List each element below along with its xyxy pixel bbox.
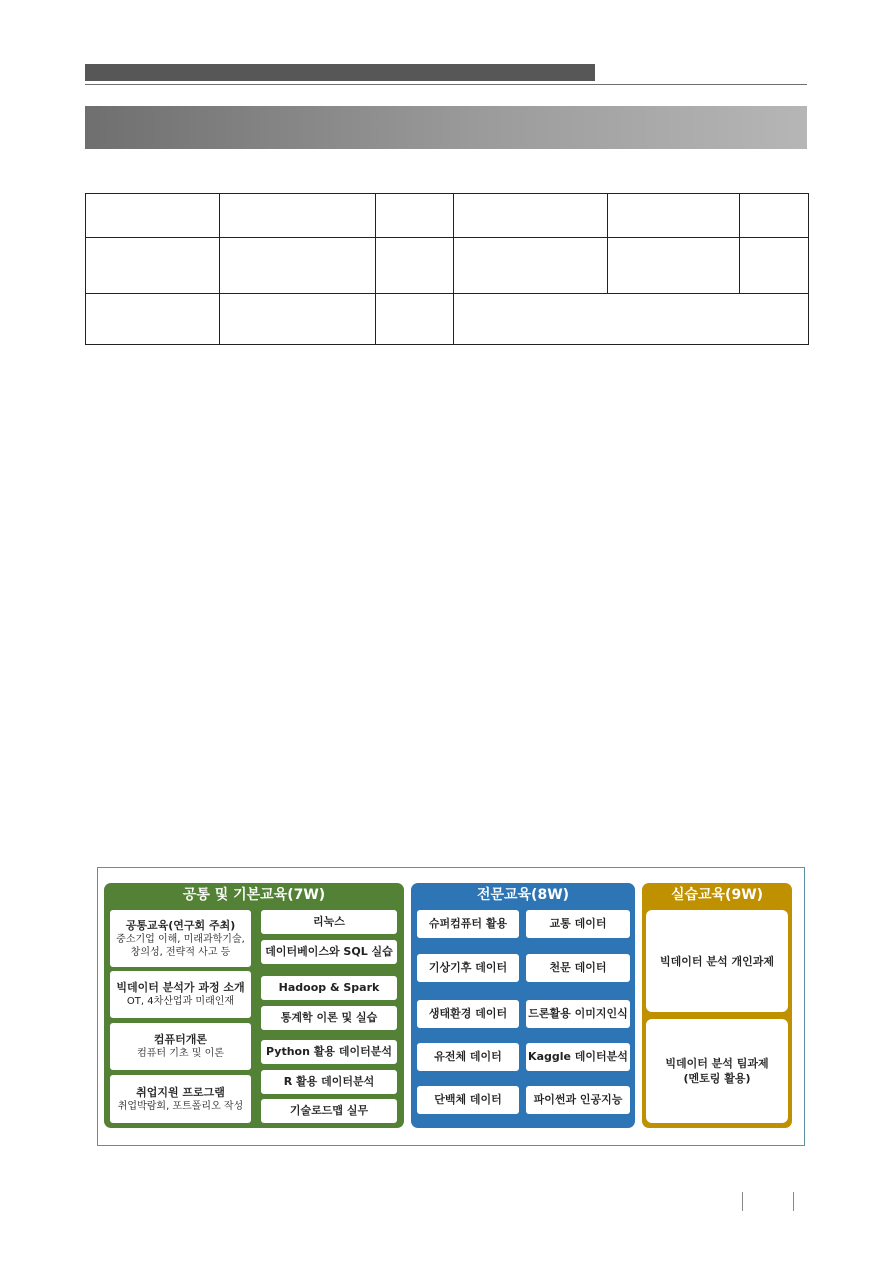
- box-title: 공통교육(연구회 주최): [125, 918, 236, 932]
- table-cell: [454, 238, 608, 294]
- specialized-box: [417, 1086, 519, 1114]
- common-left-box: [110, 910, 251, 967]
- table-cell: [220, 294, 376, 345]
- specialized-education-title: 전문교육(8W): [476, 887, 570, 903]
- table-cell: [608, 194, 740, 238]
- footer-divider: [742, 1192, 743, 1211]
- common-right-box: [261, 910, 397, 934]
- specialized-box: [417, 910, 519, 938]
- box-detail: OT, 4차산업과 미래인재: [126, 996, 235, 1007]
- box-detail: 컴퓨터 기초 및 이론: [137, 1048, 224, 1059]
- table-row: [86, 238, 809, 294]
- table-row: [86, 194, 809, 238]
- table-cell: [740, 238, 809, 294]
- box-title: R 활용 데이터분석: [283, 1075, 375, 1088]
- box-title: Python 활용 데이터분석: [266, 1045, 392, 1058]
- box-title: 파이썬과 인공지능: [533, 1093, 623, 1106]
- box-title: Hadoop & Spark: [278, 981, 380, 994]
- table-cell: [376, 294, 454, 345]
- box-title: 생태환경 데이터: [428, 1007, 508, 1020]
- section-banner: [85, 106, 807, 149]
- box-title: 빅데이터 분석 개인과제: [660, 954, 774, 968]
- table-cell: [376, 238, 454, 294]
- specialized-box: [526, 1086, 630, 1114]
- header-bar: [85, 64, 595, 81]
- box-title: (멘토링 활용): [683, 1072, 751, 1085]
- box-title: 유전체 데이터: [434, 1050, 502, 1063]
- box-title: 천문 데이터: [549, 961, 607, 974]
- common-right-box: [261, 976, 397, 1000]
- box-title: 기술로드맵 실무: [289, 1104, 369, 1117]
- table-cell: [608, 238, 740, 294]
- common-right-box: [261, 1040, 397, 1064]
- box-title: 컴퓨터개론: [153, 1033, 208, 1046]
- table-cell: [220, 194, 376, 238]
- practice-education-panel: [642, 883, 792, 1128]
- specialized-box: [526, 1000, 630, 1028]
- common-education-panel: [104, 883, 404, 1128]
- box-detail: 중소기업 이해, 미래과학기술,: [116, 933, 245, 945]
- common-right-box: [261, 1099, 397, 1123]
- info-table: [85, 193, 809, 345]
- specialized-box: [526, 1043, 630, 1071]
- box-title: 취업지원 프로그램: [136, 1085, 225, 1099]
- box-title: 빅데이터 분석 팀과제: [665, 1057, 769, 1070]
- box-title: 슈퍼컴퓨터 활용: [428, 917, 508, 930]
- specialized-box: [417, 954, 519, 982]
- box-detail: 취업박람회, 포트폴리오 작성: [117, 1100, 244, 1112]
- box-title: 드론활용 이미지인식: [528, 1007, 628, 1020]
- box-title: 빅데이터 분석가 과정 소개: [116, 981, 245, 994]
- table-cell: [220, 238, 376, 294]
- footer-divider: [793, 1192, 794, 1211]
- table-cell: [454, 194, 608, 238]
- curriculum-diagram: [97, 867, 805, 1146]
- common-left-box: [110, 1075, 251, 1123]
- specialized-box: [526, 910, 630, 938]
- table-row: [86, 294, 809, 345]
- box-title: 리눅스: [313, 915, 345, 928]
- practice-box: [646, 1019, 788, 1123]
- table-cell: [376, 194, 454, 238]
- specialized-box: [526, 954, 630, 982]
- table-cell: [86, 238, 220, 294]
- practice-box: [646, 910, 788, 1012]
- specialized-box: [417, 1043, 519, 1071]
- common-right-box: [261, 1006, 397, 1030]
- box-title: 데이터베이스와 SQL 실습: [265, 945, 393, 958]
- common-right-box: [261, 940, 397, 964]
- common-education-title: 공통 및 기본교육(7W): [182, 887, 326, 903]
- specialized-box: [417, 1000, 519, 1028]
- table-cell: [740, 194, 809, 238]
- table-cell: [454, 294, 809, 345]
- common-left-box: [110, 971, 251, 1018]
- box-detail: 창의성, 전략적 사고 등: [130, 946, 231, 958]
- box-title: 통계학 이론 및 실습: [280, 1011, 378, 1024]
- box-title: 기상기후 데이터: [428, 961, 508, 974]
- box-title: Kaggle 데이터분석: [528, 1050, 628, 1063]
- box-title: 교통 데이터: [549, 917, 607, 930]
- common-right-box: [261, 1070, 397, 1094]
- specialized-education-panel: [411, 883, 635, 1128]
- table-cell: [86, 194, 220, 238]
- table-cell: [86, 294, 220, 345]
- practice-education-title: 실습교육(9W): [670, 887, 764, 903]
- box-title: 단백체 데이터: [434, 1093, 502, 1106]
- common-left-box: [110, 1023, 251, 1070]
- header-rule: [85, 84, 807, 85]
